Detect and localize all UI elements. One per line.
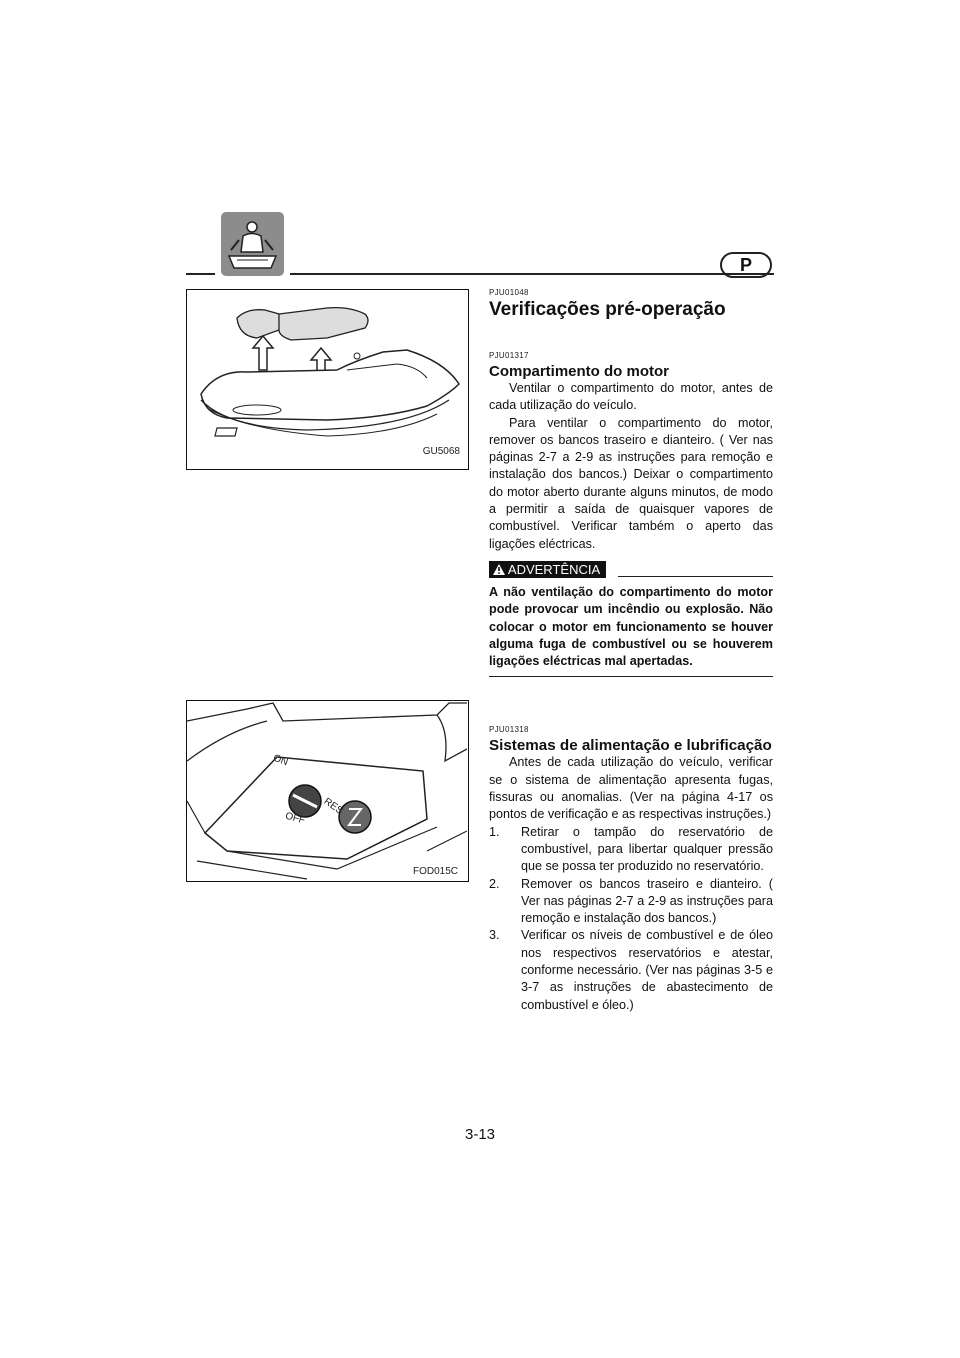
- switch-on-label: ON: [271, 752, 290, 769]
- figure-code-label: GU5068: [422, 446, 460, 457]
- warning-box: [489, 561, 773, 677]
- warning-badge: [489, 561, 606, 578]
- figure-watercraft-seats: [186, 289, 469, 470]
- figure-fuel-switch: [186, 700, 469, 882]
- figure-code-label: FOD015C: [412, 866, 458, 877]
- warning-triangle-icon: [493, 564, 505, 575]
- steps-list: [489, 824, 773, 1014]
- list-item: 2. Remover os bancos traseiro e dianteiro. ( Ver nas páginas 2-7 a 2-9 as instruções para remoção e instalação dos bancos.): [489, 876, 773, 926]
- subsection-title: Sistemas de alimentação e lubrificação: [489, 737, 772, 755]
- warning-label: ADVERTÊNCIA: [507, 561, 601, 577]
- subsection-code: PJU01318: [489, 725, 529, 735]
- list-item: 3. Verificar os níveis de combustível e de óleo nos respectivos reservatórios e atestar, conforme necessário. (Ver nas páginas 3-5 e 3-7 as instruções de abastecimento de combustível e óleo.): [489, 928, 773, 1012]
- switch-off-label: OFF: [283, 810, 307, 827]
- subsection-title: Compartimento do motor: [489, 363, 669, 380]
- header-rule-right: [290, 273, 774, 275]
- paragraph: Antes de cada utilização do veículo, verificar se o sistema de alimentação apresenta fugas, fissuras ou anomalias. (Ver na página 4-17 os pontos de verificação e as respectivas instruções.): [489, 755, 773, 822]
- switch-res-label: RES: [321, 796, 345, 817]
- paragraph: Para ventilar o compartimento do motor, remover os bancos traseiro e dianteiro. ( Ver nas páginas 2-7 a 2-9 as instruções para remoção e instalação dos bancos.) Deixar o compartimento do motor aberto durante alguns minutos, de modo a permitir a saída de quaisquer vapores de combustível. Verificar também o aperto das ligações eléctricas.: [489, 415, 773, 551]
- language-badge: P: [720, 252, 772, 278]
- section-code: PJU01048: [489, 288, 529, 297]
- list-item: 1. Retirar o tampão do reservatório de combustível, para libertar qualquer pressão que se possa ter produzido no reservatório.: [489, 824, 773, 874]
- page-number: 3-13: [464, 1126, 496, 1143]
- paragraph: Ventilar o compartimento do motor, antes de cada utilização do veículo.: [489, 381, 773, 413]
- subsection-code: PJU01317: [489, 351, 529, 360]
- header-rule-left: [186, 273, 215, 275]
- warning-text: A não ventilação do compartimento do motor pode provocar um incêndio ou explosão. Não colocar o motor em funcionamento se houver alguma fuga de combustível ou se houverem ligações eléctricas mal apertadas.: [489, 584, 773, 669]
- watercraft-rider-icon: [221, 212, 284, 276]
- text-column: [489, 288, 773, 1014]
- section-title: Verificações pré-operação: [489, 299, 726, 320]
